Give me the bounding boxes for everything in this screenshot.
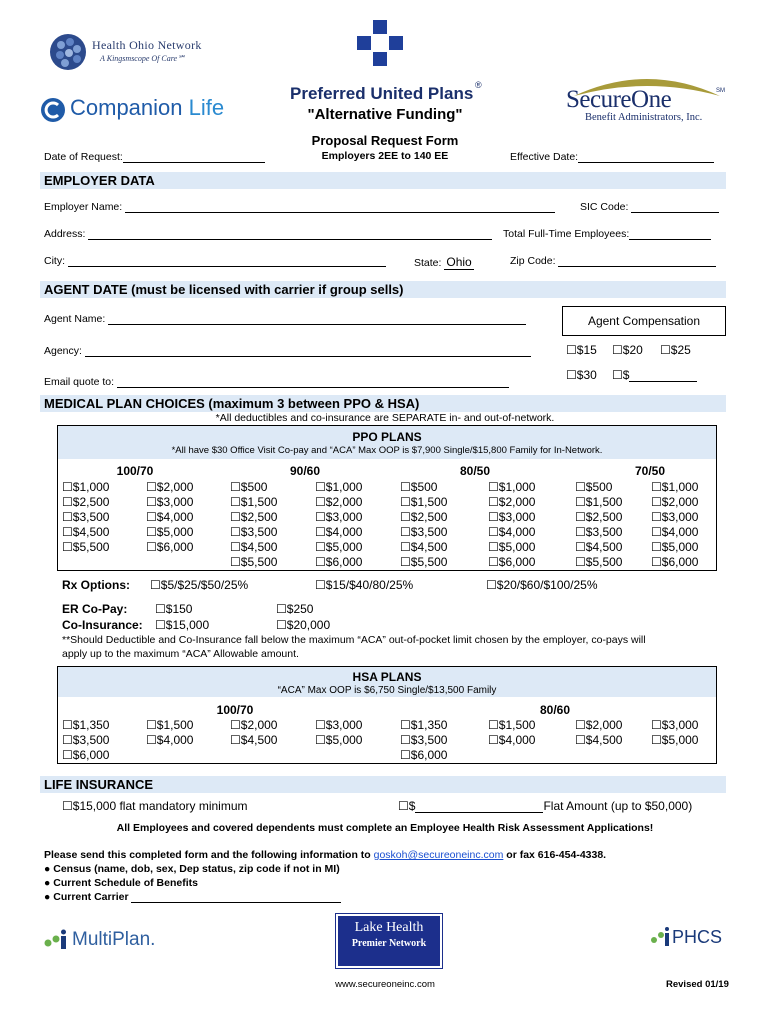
agent-name-label: Agent Name: <box>44 313 106 325</box>
date-of-request-label: Date of Request: <box>44 151 123 163</box>
secureone-subtitle: Benefit Administrators, Inc. <box>585 112 703 123</box>
date-of-request-field[interactable] <box>44 151 265 163</box>
hsa-option[interactable]: ☐ $3,000 <box>651 718 698 733</box>
rx-option-2[interactable]: ☐ $15/$40/80/25% <box>315 578 413 592</box>
state-value: Ohio <box>446 255 472 269</box>
hsa-option[interactable]: ☐ $2,000 <box>230 718 277 733</box>
hsa-option[interactable]: ☐ $2,000 <box>575 718 622 733</box>
ppo-option[interactable]: ☐ $2,000 <box>488 495 535 510</box>
life-text: Life <box>188 95 225 120</box>
deduct-note-line-1: **Should Deductible and Co-Insurance fall below the maximum “ACA” out-of-pocket limit chosen by the employer, co-pays will <box>62 634 646 646</box>
coinsurance-option-2[interactable]: ☐ $20,000 <box>276 618 330 632</box>
er-copay-option-2[interactable]: ☐ $250 <box>276 602 313 616</box>
zip-code-label: Zip Code: <box>510 255 556 267</box>
companion-life-icon <box>40 97 66 123</box>
ppo-option[interactable]: ☐ $500 <box>575 480 622 495</box>
employer-name-field[interactable] <box>44 201 555 213</box>
agency-label: Agency: <box>44 345 82 357</box>
ppo-90-col2 <box>315 480 362 570</box>
secureone-sm: SM <box>716 88 725 94</box>
employer-data-header: EMPLOYER DATA <box>40 172 726 189</box>
ppo-note: *All have $30 Office Visit Co-pay and “ACA” Max OOP is $7,900 Single/$15,800 Family for In-Network. <box>171 445 603 456</box>
ppo-option[interactable]: ☐ $5,500 <box>62 540 109 555</box>
ppo-option[interactable]: ☐ $4,000 <box>651 525 698 540</box>
current-carrier-field[interactable] <box>44 891 341 903</box>
employers-range: Employers 2EE to 140 EE <box>321 150 449 162</box>
ppo-option[interactable]: ☐ $3,500 <box>575 525 622 540</box>
hra-note: All Employees and covered dependents must complete an Employee Health Risk Assessment Applications! <box>116 822 654 834</box>
ppo-option[interactable]: ☐ $4,000 <box>488 525 535 540</box>
agent-comp-title: Agent Compensation <box>587 314 701 328</box>
multiplan-icon <box>44 928 70 950</box>
life-flat-amount-option[interactable]: ☐ $ Flat Amount (up to $50,000) <box>398 799 692 813</box>
deduct-note-line-2: apply up to the maximum “ACA” Allowable amount. <box>62 648 299 660</box>
ppo-option[interactable]: ☐ $6,000 <box>146 540 193 555</box>
ppo-option[interactable]: ☐ $3,500 <box>230 525 277 540</box>
hsa-option[interactable]: ☐ $4,000 <box>146 733 193 748</box>
ppo-option[interactable]: ☐ $1,000 <box>315 480 362 495</box>
ppo-100-col1 <box>62 480 109 555</box>
website-link[interactable]: www.secureoneinc.com <box>335 979 435 990</box>
hsa-80-col1 <box>400 718 447 763</box>
comp-25-option[interactable]: ☐ $25 <box>660 343 691 357</box>
state-field[interactable] <box>414 255 474 269</box>
bullet-schedule: ● Current Schedule of Benefits <box>44 877 198 889</box>
hsa-option[interactable]: ☐ $1,350 <box>62 718 109 733</box>
ppo-group-label: 70/50 <box>634 464 666 478</box>
bullet-carrier: ● Current Carrier <box>44 891 129 903</box>
sic-code-field[interactable] <box>580 201 719 213</box>
pup-registered-mark: ® <box>475 80 482 90</box>
ppo-90-col1 <box>230 480 277 570</box>
ppo-group-label: 80/50 <box>459 464 491 478</box>
coinsurance-option-1[interactable]: ☐ $15,000 <box>155 618 209 632</box>
secureone-name: SecureOne <box>566 86 672 113</box>
hsa-option[interactable]: ☐ $4,000 <box>488 733 535 748</box>
state-label: State: <box>414 257 442 269</box>
city-field[interactable] <box>44 255 386 267</box>
hsa-option[interactable]: ☐ $4,500 <box>575 733 622 748</box>
address-label: Address: <box>44 228 86 240</box>
ppo-option[interactable]: ☐ $2,500 <box>62 495 109 510</box>
ppo-option[interactable]: ☐ $1,500 <box>400 495 447 510</box>
bullet-census: ● Census (name, dob, sex, Dep status, zip code if not in MI) <box>44 863 340 875</box>
ppo-option[interactable]: ☐ $1,000 <box>62 480 109 495</box>
email-quote-label: Email quote to: <box>44 376 115 388</box>
ppo-group-label: 100/70 <box>116 464 154 478</box>
ppo-option[interactable]: ☐ $3,000 <box>315 510 362 525</box>
agent-data-header: AGENT DATE (must be licensed with carrier if group sells) <box>40 281 726 298</box>
hsa-option[interactable]: ☐ $6,000 <box>62 748 109 763</box>
life-insurance-header: LIFE INSURANCE <box>40 776 726 793</box>
ppo-option[interactable]: ☐ $2,000 <box>651 495 698 510</box>
hsa-100-col2 <box>146 718 193 748</box>
ppo-option[interactable]: ☐ $5,000 <box>488 540 535 555</box>
ppo-group-label: 90/60 <box>289 464 321 478</box>
ppo-option[interactable]: ☐ $2,500 <box>575 510 622 525</box>
hsa-option[interactable]: ☐ $1,500 <box>488 718 535 733</box>
email-link[interactable]: goskoh@secureoneinc.com <box>373 849 504 861</box>
ppo-option[interactable]: ☐ $5,500 <box>400 555 447 570</box>
ppo-option[interactable]: ☐ $3,500 <box>400 525 447 540</box>
agency-field[interactable] <box>44 345 531 357</box>
ppo-option[interactable]: ☐ $3,500 <box>62 510 109 525</box>
hsa-option[interactable]: ☐ $5,000 <box>651 733 698 748</box>
ppo-option[interactable]: ☐ $5,500 <box>230 555 277 570</box>
ppo-option[interactable]: ☐ $4,500 <box>400 540 447 555</box>
email-quote-field[interactable] <box>44 376 509 388</box>
hsa-option[interactable]: ☐ $3,000 <box>315 718 362 733</box>
ppo-option[interactable]: ☐ $5,000 <box>146 525 193 540</box>
hsa-option[interactable]: ☐ $4,500 <box>230 733 277 748</box>
ppo-option[interactable]: ☐ $3,000 <box>488 510 535 525</box>
ppo-option[interactable]: ☐ $4,000 <box>146 510 193 525</box>
rx-options-label: Rx Options: <box>62 578 130 592</box>
hsa-100-col4 <box>315 718 362 748</box>
hsa-group-label: 80/60 <box>539 703 571 717</box>
ppo-option[interactable]: ☐ $4,000 <box>315 525 362 540</box>
phcs-text: PHCS <box>672 927 723 947</box>
ppo-title: PPO PLANS <box>352 430 422 444</box>
form-title: Proposal Request Form <box>311 133 459 148</box>
hsa-80-col2 <box>488 718 535 748</box>
revised-date: Revised 01/19 <box>666 979 729 990</box>
hsa-100-col3 <box>230 718 277 748</box>
er-copay-option-1[interactable]: ☐ $150 <box>155 602 192 616</box>
ppo-option[interactable]: ☐ $4,500 <box>575 540 622 555</box>
lake-health-name: Lake Health <box>354 920 424 935</box>
ppo-option[interactable]: ☐ $3,000 <box>651 510 698 525</box>
effective-date-label: Effective Date: <box>510 151 579 163</box>
hsa-option[interactable]: ☐ $5,000 <box>315 733 362 748</box>
companion-text: Companion <box>70 95 183 120</box>
life-flat-minimum-option[interactable]: ☐ $15,000 flat mandatory minimum <box>62 799 248 813</box>
hsa-note: “ACA” Max OOP is $6,750 Single/$13,500 Family <box>277 685 497 696</box>
ppo-option[interactable]: ☐ $6,000 <box>488 555 535 570</box>
ppo-option[interactable]: ☐ $1,000 <box>488 480 535 495</box>
fte-field[interactable] <box>503 228 711 240</box>
ppo-option[interactable]: ☐ $2,000 <box>315 495 362 510</box>
address-field[interactable] <box>44 228 492 240</box>
hsa-option[interactable]: ☐ $1,350 <box>400 718 447 733</box>
ppo-100-col2 <box>146 480 193 555</box>
hsa-option[interactable]: ☐ $3,500 <box>400 733 447 748</box>
city-label: City: <box>44 255 65 267</box>
hsa-title: HSA PLANS <box>352 670 422 684</box>
preferred-united-plans-cross-icon <box>345 18 415 78</box>
effective-date-field[interactable] <box>510 151 714 163</box>
sic-code-label: SIC Code: <box>580 201 629 213</box>
agent-name-field[interactable] <box>44 313 526 325</box>
rx-option-1[interactable]: ☐ $5/$25/$50/25% <box>150 578 248 592</box>
hsa-group-label: 100/70 <box>216 703 254 717</box>
ppo-option[interactable]: ☐ $4,500 <box>230 540 277 555</box>
ppo-option[interactable]: ☐ $2,500 <box>230 510 277 525</box>
ppo-option[interactable]: ☐ $500 <box>400 480 447 495</box>
ppo-option[interactable]: ☐ $6,000 <box>651 555 698 570</box>
pup-title: Preferred United Plans <box>290 84 474 103</box>
ppo-option[interactable]: ☐ $5,000 <box>315 540 362 555</box>
ppo-80-col2 <box>488 480 535 570</box>
hsa-100-col1 <box>62 718 109 763</box>
medical-plan-header: MEDICAL PLAN CHOICES (maximum 3 between PPO & HSA) <box>40 395 726 412</box>
comp-15-option[interactable]: ☐ $15 <box>566 343 597 357</box>
phcs-icon <box>650 926 672 948</box>
ppo-option[interactable]: ☐ $500 <box>230 480 277 495</box>
zip-code-field[interactable] <box>510 255 716 267</box>
coinsurance-label: Co-Insurance: <box>62 618 143 632</box>
ppo-option[interactable]: ☐ $1,500 <box>575 495 622 510</box>
comp-other-option[interactable]: ☐ $ <box>612 368 697 382</box>
ppo-option[interactable]: ☐ $4,500 <box>62 525 109 540</box>
hsa-80-col4 <box>651 718 698 748</box>
ppo-option[interactable]: ☐ $2,500 <box>400 510 447 525</box>
fte-label: Total Full-Time Employees: <box>503 228 630 240</box>
ppo-option[interactable]: ☐ $1,000 <box>651 480 698 495</box>
hon-name: Health Ohio Network <box>92 38 202 52</box>
deductible-note: *All deductibles and co-insurance are SEPARATE in- and out-of-network. <box>215 412 555 424</box>
comp-20-option[interactable]: ☐ $20 <box>612 343 643 357</box>
employer-name-label: Employer Name: <box>44 201 123 213</box>
hsa-80-col3 <box>575 718 622 748</box>
ppo-option[interactable]: ☐ $6,000 <box>315 555 362 570</box>
ppo-option[interactable]: ☐ $1,500 <box>230 495 277 510</box>
alt-funding-title: "Alternative Funding" <box>307 106 463 123</box>
multiplan-text: MultiPlan. <box>72 929 156 950</box>
ppo-80-col1 <box>400 480 447 570</box>
ppo-option[interactable]: ☐ $5,500 <box>575 555 622 570</box>
flat-amount-label: Flat Amount (up to $50,000) <box>543 799 693 813</box>
comp-30-option[interactable]: ☐ $30 <box>566 368 597 382</box>
hsa-option[interactable]: ☐ $1,500 <box>146 718 193 733</box>
ppo-option[interactable]: ☐ $2,000 <box>146 480 193 495</box>
ppo-70-col1 <box>575 480 622 570</box>
hsa-option[interactable]: ☐ $6,000 <box>400 748 447 763</box>
send-instructions: Please send this completed form and the following information to goskoh@secureoneinc.com or fax 616-454-4338. <box>44 849 607 861</box>
rx-option-3[interactable]: ☐ $20/$60/$100/25% <box>486 578 598 592</box>
er-copay-label: ER Co-Pay: <box>62 602 128 616</box>
ppo-70-col2 <box>651 480 698 570</box>
globe-icon <box>48 32 88 72</box>
hsa-option[interactable]: ☐ $3,500 <box>62 733 109 748</box>
lake-health-sub: Premier Network <box>351 938 427 949</box>
ppo-option[interactable]: ☐ $3,000 <box>146 495 193 510</box>
ppo-option[interactable]: ☐ $5,000 <box>651 540 698 555</box>
hon-subtitle: A Kingsmscope Of Care℠ <box>100 54 186 63</box>
